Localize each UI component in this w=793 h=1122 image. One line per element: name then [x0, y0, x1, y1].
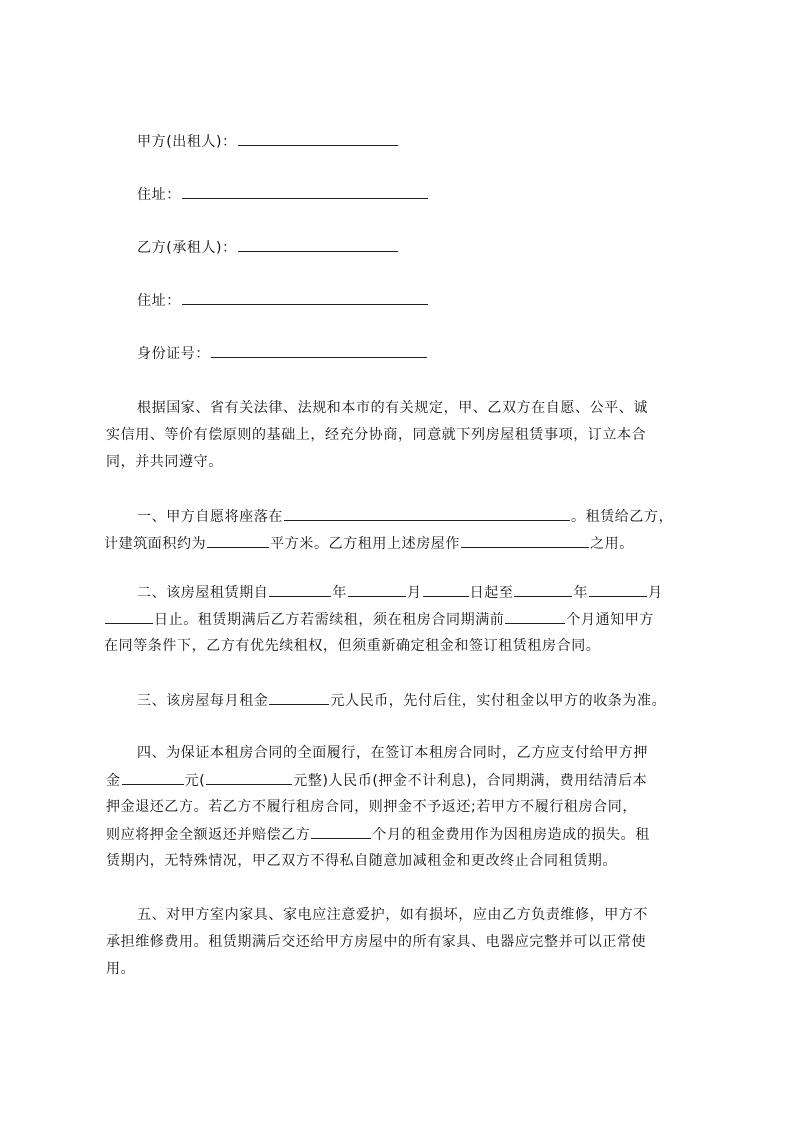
clause4-text-b: 元( — [184, 773, 206, 789]
clause2-start-year-blank[interactable] — [269, 582, 331, 597]
clause4-line-3: 押金退还乙方。若乙方不履行租房合同，则押金不予返还;若甲方不履行租房合同， — [106, 799, 637, 815]
preamble-line-1: 根据国家、省有关法律、法规和本市的有关规定，甲、乙双方在自愿、公平、诚 — [137, 400, 648, 416]
clause4-line-5: 赁期内，无特殊情况，甲乙双方不得私自随意加减租金和更改终止合同租赁期。 — [106, 853, 617, 869]
clause3-line-1 — [137, 690, 666, 711]
clause4-line-1: 四、为保证本租房合同的全面履行，在签订本租房合同时，乙方应支付给甲方押 — [137, 745, 648, 761]
clause3-text-b: 元人民币，先付后住，实付租金以甲方的收条为准。 — [330, 693, 667, 709]
clause4-text-d: 则应将押金全额返还并赔偿乙方 — [106, 827, 311, 843]
party-b-blank[interactable] — [238, 237, 398, 252]
clause1-text-d: 平方米。乙方租用上述房屋作 — [270, 536, 461, 552]
party-a-line — [137, 131, 399, 152]
party-b-label: 乙方(承租人)： — [137, 240, 237, 256]
clause1-line-2 — [104, 533, 634, 554]
address-b-line — [137, 290, 429, 311]
clause2-start-day-blank[interactable] — [423, 582, 469, 597]
address-a-label: 住址： — [137, 187, 181, 203]
clause1-usage-blank[interactable] — [461, 533, 589, 548]
id-number-label: 身份证号： — [137, 346, 210, 362]
clause1-location-blank[interactable] — [284, 506, 570, 521]
clause2-end-day-blank[interactable] — [105, 609, 153, 624]
clause4-line-4 — [106, 824, 650, 845]
id-number-blank[interactable] — [211, 343, 427, 358]
clause2-end-year-blank[interactable] — [514, 582, 572, 597]
clause2-end-month-blank[interactable] — [589, 582, 647, 597]
clause2-text-e: 年 — [573, 585, 589, 601]
clause2-text-a: 二、该房屋租赁期自 — [137, 585, 269, 601]
clause2-text-f: 月 — [648, 585, 663, 601]
clause2-text-h: 个月通知甲方 — [566, 612, 655, 628]
address-a-blank[interactable] — [182, 184, 428, 199]
clause1-text-b: 。租赁给乙方， — [571, 509, 674, 525]
clause2-line-3: 在同等条件下，乙方有优先续租权，但须重新确定租金和签订租赁租房合同。 — [104, 638, 601, 654]
address-a-line — [137, 184, 429, 205]
clause4-deposit-blank[interactable] — [122, 770, 184, 785]
address-b-blank[interactable] — [182, 290, 428, 305]
clause5-line-3: 用。 — [106, 961, 136, 977]
clause2-text-c: 月 — [407, 585, 422, 601]
preamble-line-3: 同，并共同遵守。 — [106, 454, 223, 470]
clause4-deposit-words-blank[interactable] — [206, 770, 292, 785]
clause2-start-month-blank[interactable] — [348, 582, 406, 597]
clause1-area-blank[interactable] — [207, 533, 269, 548]
clause2-text-d: 日起至 — [469, 585, 514, 601]
party-b-line — [137, 237, 399, 258]
clause1-text-e: 之用。 — [590, 536, 634, 552]
party-a-label: 甲方(出租人)： — [137, 134, 237, 150]
id-number-line — [137, 343, 428, 364]
clause1-text-c: 计建筑面积约为 — [104, 536, 207, 552]
clause2-line-2 — [104, 609, 654, 630]
clause1-line-1 — [137, 506, 673, 527]
clause3-rent-blank[interactable] — [269, 690, 329, 705]
clause2-notice-months-blank[interactable] — [505, 609, 565, 624]
clause4-text-c: 元整)人民币(押金不计利息)，合同期满，费用结清后本 — [293, 773, 648, 789]
clause4-compensation-months-blank[interactable] — [311, 824, 371, 839]
clause2-text-g: 日止。租赁期满后乙方若需续租，须在租房合同期满前 — [154, 612, 505, 628]
clause1-text-a: 一、甲方自愿将座落在 — [137, 509, 283, 525]
address-b-label: 住址： — [137, 293, 181, 309]
clause2-text-b: 年 — [332, 585, 348, 601]
preamble-line-2: 实信用、等价有偿原则的基础上，经充分协商，同意就下列房屋租赁事项，订立本合 — [106, 427, 647, 443]
clause5-line-2: 承担维修费用。租赁期满后交还给甲方房屋中的所有家具、电器应完整并可以正常使 — [106, 934, 647, 950]
clause4-line-2 — [106, 770, 647, 791]
clause5-line-1: 五、对甲方室内家具、家电应注意爱护，如有损坏，应由乙方负责维修，甲方不 — [137, 907, 648, 923]
clause2-line-1 — [137, 582, 663, 603]
clause3-text-a: 三、该房屋每月租金 — [137, 693, 269, 709]
clause4-text-a: 金 — [106, 773, 121, 789]
party-a-blank[interactable] — [238, 131, 398, 146]
clause4-text-e: 个月的租金费用作为因租房造成的损失。租 — [372, 827, 650, 843]
